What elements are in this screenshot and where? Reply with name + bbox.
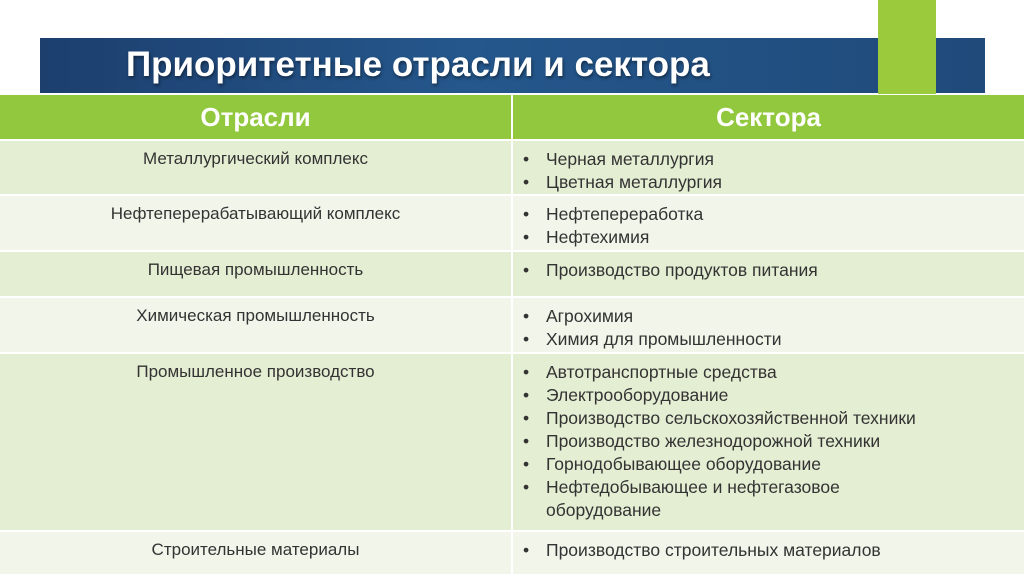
sectors-cell [512,531,1024,574]
sector-list [523,148,1024,194]
table-row [0,297,1024,353]
sector-item: • Химия для промышленности [523,328,1024,351]
slide-title: Приоритетные отрасли и сектора [126,45,710,84]
sector-list [523,259,1024,282]
header-industries: Отрасли [0,95,512,140]
industry-cell: Нефтеперерабатывающий комплекс [0,195,512,251]
header-row [0,95,1024,140]
priority-table [0,95,1024,574]
industry-cell: Строительные материалы [0,531,512,574]
table-row [0,251,1024,297]
sector-item: • Нефтепереработка [523,203,1024,226]
industry-cell: Пищевая промышленность [0,251,512,297]
table-row [0,140,1024,195]
sector-item: • Производство железнодорожной техники [523,430,1024,453]
sectors-cell [512,353,1024,531]
sector-item: • Агрохимия [523,305,1024,328]
sectors-cell [512,251,1024,297]
sector-list [523,305,1024,351]
header-sectors: Сектора [512,95,1024,140]
sectors-cell [512,195,1024,251]
sector-item: • Автотранспортные средства [523,361,1024,384]
sector-item: • Горнодобывающее оборудование [523,453,1024,476]
sector-item: • Производство продуктов питания [523,259,1024,282]
sector-item: • Черная металлургия [523,148,1024,171]
sector-item: • Производство строительных материалов [523,539,1024,562]
table-row [0,531,1024,574]
sector-list [523,539,1024,562]
sector-list [523,203,1024,249]
sector-item: • Нефтехимия [523,226,1024,249]
sector-item: • Электрооборудование [523,384,1024,407]
sector-item: • Производство сельскохозяйственной техники [523,407,1024,430]
industry-cell: Химическая промышленность [0,297,512,353]
sectors-cell [512,297,1024,353]
industry-cell: Металлургический комплекс [0,140,512,195]
sector-item: • Цветная металлургия [523,171,1024,194]
table-row [0,353,1024,531]
accent-bar [878,0,936,94]
sector-list [523,361,1024,522]
sector-item: • Нефтедобывающее и нефтегазовое оборудование [523,476,903,522]
table-row [0,195,1024,251]
industry-cell: Промышленное производство [0,353,512,531]
sectors-cell [512,140,1024,195]
